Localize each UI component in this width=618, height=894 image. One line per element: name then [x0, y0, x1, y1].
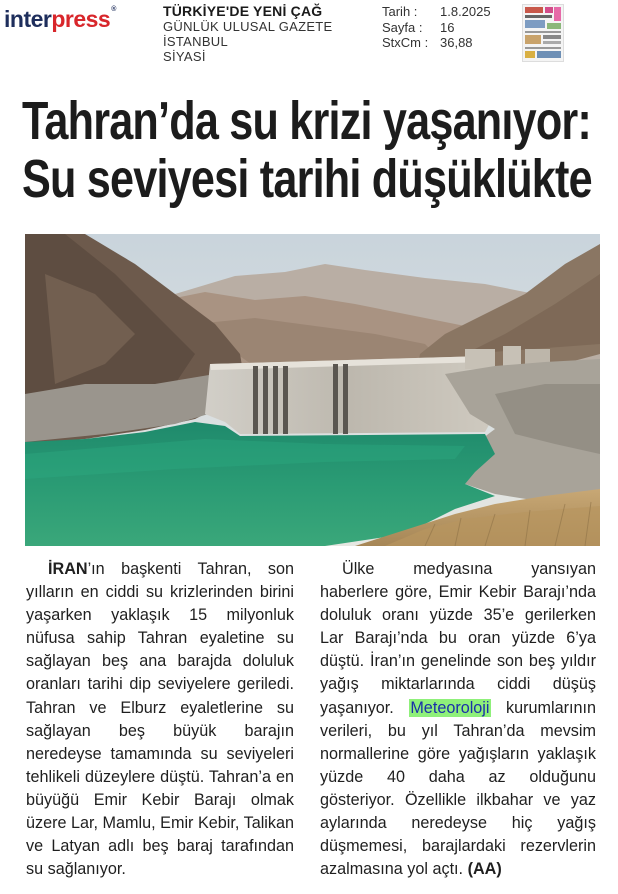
publication-info — [163, 4, 333, 64]
article-lead-word: İRAN — [48, 560, 88, 578]
meta-page — [382, 20, 491, 36]
highlighted-keyword: Meteoroloji — [410, 698, 490, 717]
meta-date-value: 1.8.2025 — [440, 4, 491, 19]
publication-type: GÜNLÜK ULUSAL GAZETE — [163, 19, 333, 34]
meta-date-label: Tarih : — [382, 4, 418, 19]
article-column-2 — [320, 558, 596, 881]
clipping-meta — [382, 4, 491, 51]
meta-stxcm-label: StxCm : — [382, 35, 429, 50]
interpress-logo — [4, 6, 116, 33]
meta-date — [382, 4, 491, 20]
meta-page-value: 16 — [440, 19, 455, 35]
article-paragraph-1-text: ’ın başkenti Tahran, son yılların en ciddi su krizlerinden birini yaşarken yaklaşık 15 milyonluk nüfusa sahip Tahran eyaletine su sağlayan beş ana barajda doluluk oranları tarihi dip seviyelere geriledi. Tahran ve Elburz eyaletlerine su sağlayan beş büyük barajın neredeyse tamamında su seviyeleri tehlikeli düzeylere düştü. Tahran’a en büyüğü Emir Kebir Barajı olmak üzere Lar, Mamlu, Emir Kebir, Talikan ve Latyan adlı beş baraj tarafından su sağlanıyor. — [26, 560, 294, 879]
publication-city: İSTANBUL — [163, 34, 229, 49]
article-column-1 — [26, 558, 294, 881]
publication-category: SİYASİ — [163, 49, 206, 64]
article-paragraph-2 — [320, 558, 596, 881]
logo-registered-mark: ® — [111, 6, 116, 13]
meta-page-label: Sayfa : — [382, 19, 423, 35]
article-paragraph-1 — [26, 558, 294, 881]
meta-stxcm-value: 36,88 — [440, 35, 473, 50]
dam-photo-illustration — [25, 234, 600, 546]
article-headline — [22, 92, 612, 208]
logo-part-press: press — [51, 6, 111, 32]
dam-photo — [25, 234, 600, 546]
article-source: (AA) — [467, 860, 502, 879]
logo-part-inter: inter — [4, 6, 52, 32]
headline-line-1: Tahran’da su krizi yaşanıyor: — [22, 91, 592, 151]
headline-line-2: Su seviyesi tarihi düşüklükte — [22, 149, 592, 209]
publication-name: TÜRKİYE'DE YENİ ÇAĞ — [163, 3, 323, 19]
article-paragraph-2-text-a: Ülke medyasına yansıyan haberlere göre, Emir Kebir Barajı’nda doluluk oranı yüzde 35’e gerilerken Lar Barajı’nda bu oran yüzde 6’ya düştü. İran’ın genelinde son beş yıldır yağış miktarlarında ciddi düşüş yaşanıyor. — [320, 560, 596, 717]
meta-stxcm — [382, 35, 491, 51]
page-thumbnail[interactable] — [522, 4, 564, 62]
article-paragraph-2-text-b: kurumlarının verileri, bu yıl Tahran’da mevsim normallerine göre yağışların yaklaşık yüzde 40 daha az olduğunu gösteriyor. Özellikle ilkbahar ve yaz aylarında neredeyse hiç yağış düşmemesi, barajlardaki rezervlerin azalmasına yol açtı. — [320, 698, 597, 879]
